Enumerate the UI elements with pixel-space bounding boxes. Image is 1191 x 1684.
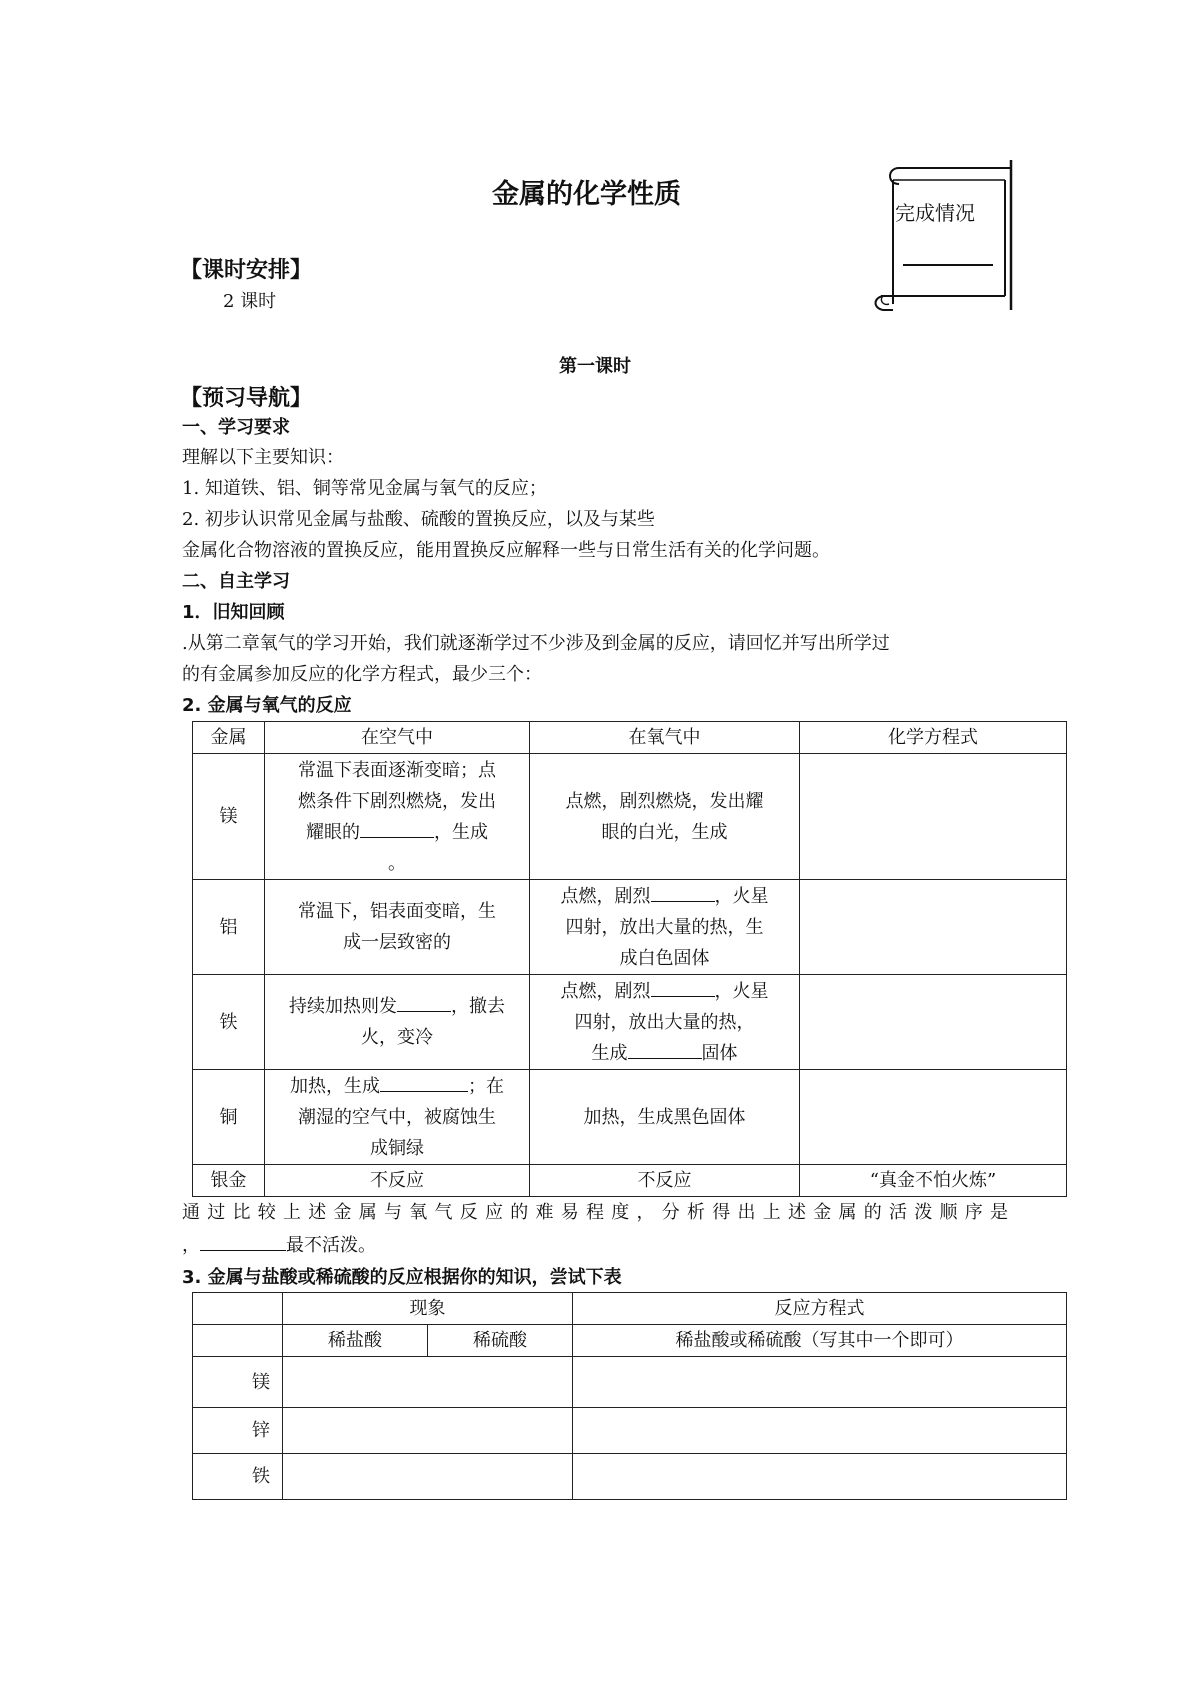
- metal-cell: 铁: [193, 1454, 283, 1500]
- review-line-2: 的有金属参加反应的化学方程式，最少三个：: [182, 664, 542, 685]
- cell-text: 点燃，剧烈: [560, 980, 651, 1002]
- answer-blank[interactable]: [628, 1040, 702, 1059]
- compare-comma: ，: [182, 1235, 200, 1256]
- cell-line: 眼的白光，生成: [601, 821, 728, 843]
- answer-blank[interactable]: [380, 1073, 468, 1092]
- phenomena-cell[interactable]: [283, 1357, 573, 1408]
- table-header-row: [193, 722, 1067, 754]
- cell-text: ；在: [468, 1075, 504, 1097]
- page-title: 金属的化学性质: [492, 179, 681, 210]
- cell-text: 加热，生成: [290, 1075, 380, 1097]
- col-header-air: 在空气中: [265, 722, 530, 754]
- requirement-1: 1. 知道铁、铝、铜等常见金属与氧气的反应；: [182, 478, 547, 499]
- review-heading: 1．旧知回顾: [182, 602, 285, 623]
- requirement-2b: 金属化合物溶液的置换反应，能用置换反应解释一些与日常生活有关的化学问题。: [182, 540, 830, 561]
- self-study-heading: 二、自主学习: [182, 571, 290, 592]
- col-header-equation: 反应方程式: [573, 1293, 1067, 1325]
- col-header-equation: 化学方程式: [800, 722, 1067, 754]
- compare-text: 最不活泼。: [286, 1235, 376, 1256]
- air-cell: [265, 975, 530, 1070]
- table-row: [193, 754, 1067, 880]
- air-cell: [265, 1070, 530, 1165]
- table-row: [193, 1357, 1067, 1408]
- cell-line: 四射，放出大量的热，生: [565, 916, 764, 938]
- col-header-h2so4: 稀硫酸: [428, 1325, 573, 1357]
- oxygen-reaction-table: [192, 721, 1067, 1197]
- metal-cell: 铜: [193, 1070, 265, 1165]
- table-row: [193, 1070, 1067, 1165]
- cell-line: 成铜绿: [370, 1137, 424, 1159]
- col-header-phenomena: 现象: [283, 1293, 573, 1325]
- review-line-1: .从第二章氧气的学习开始，我们就逐渐学过不少涉及到金属的反应，请回忆并写出所学过: [182, 633, 890, 654]
- oxygen-heading: 2. 金属与氧气的反应: [182, 695, 352, 716]
- metal-cell: 银金: [193, 1165, 265, 1197]
- phenomena-cell[interactable]: [283, 1408, 573, 1454]
- equation-cell[interactable]: [800, 880, 1067, 975]
- oxygen-cell: [530, 754, 800, 880]
- cell-text: 耀眼的: [306, 821, 360, 843]
- answer-blank[interactable]: [200, 1232, 286, 1251]
- requirements-heading: 一、学习要求: [182, 417, 290, 438]
- answer-blank[interactable]: [360, 819, 434, 838]
- cell-line: [273, 1071, 521, 1102]
- cell-text: 持续加热则发: [289, 996, 397, 1017]
- requirement-2a: 2. 初步认识常见金属与盐酸、硫酸的置换反应，以及与某些: [182, 509, 655, 530]
- col-header-metal: 金属: [193, 722, 265, 754]
- table-row: [193, 1165, 1067, 1197]
- phenomena-cell[interactable]: [283, 1454, 573, 1500]
- equation-cell: “真金不怕火炼”: [800, 1165, 1067, 1197]
- cell-text: 固体: [701, 1042, 738, 1064]
- equation-cell[interactable]: [573, 1408, 1067, 1454]
- schedule-value: 2 课时: [223, 291, 277, 312]
- answer-blank[interactable]: [651, 978, 715, 997]
- oxygen-cell: 加热，生成黑色固体: [530, 1070, 800, 1165]
- metal-cell: 镁: [193, 754, 265, 880]
- table-row: [193, 975, 1067, 1070]
- equation-cell[interactable]: [573, 1454, 1067, 1500]
- cell-line: 。: [388, 852, 406, 874]
- col-header-hcl: 稀盐酸: [283, 1325, 428, 1357]
- compare-line-1: 通过比较上述金属与氧气反应的难易程度，分析得出上述金属的活泼顺序是: [182, 1202, 1008, 1223]
- metal-cell: 铁: [193, 975, 265, 1070]
- equation-cell[interactable]: [800, 754, 1067, 880]
- schedule-heading: 【课时安排】: [180, 258, 313, 283]
- preview-heading: 【预习导航】: [180, 386, 313, 411]
- corner-cell: [193, 1293, 283, 1325]
- cell-text: ，火星: [714, 885, 769, 907]
- cell-line: 四射，放出大量的热，: [574, 1011, 755, 1033]
- cell-line: [273, 817, 521, 848]
- lesson-title: 第一课时: [559, 356, 631, 377]
- acid-heading: 3. 金属与盐酸或稀硫酸的反应根据你的知识，尝试下表: [182, 1267, 622, 1288]
- requirements-intro: 理解以下主要知识：: [182, 447, 344, 468]
- oxygen-cell: [530, 975, 800, 1070]
- cell-line: 火，变冷: [361, 1027, 433, 1048]
- acid-reaction-table: [192, 1292, 1067, 1500]
- metal-cell: 锌: [193, 1408, 283, 1454]
- table-row: [193, 1408, 1067, 1454]
- cell-line: 点燃，剧烈燃烧，发出耀: [565, 790, 764, 812]
- cell-line: [538, 1038, 791, 1069]
- completion-badge: [871, 160, 1019, 312]
- answer-blank[interactable]: [397, 993, 451, 1012]
- metal-cell: 铝: [193, 880, 265, 975]
- equation-cell[interactable]: [800, 975, 1067, 1070]
- metal-cell: 镁: [193, 1357, 283, 1408]
- oxygen-cell: [530, 880, 800, 975]
- cell-line: 成一层致密的: [343, 932, 451, 953]
- cell-line: [538, 976, 791, 1007]
- table-header-row: [193, 1293, 1067, 1325]
- answer-blank[interactable]: [651, 883, 715, 902]
- cell-line: 潮湿的空气中，被腐蚀生: [298, 1106, 496, 1128]
- equation-cell[interactable]: [800, 1070, 1067, 1165]
- air-cell: [265, 880, 530, 975]
- col-header-equation-note: 稀盐酸或稀硫酸（写其中一个即可）: [573, 1325, 1067, 1357]
- cell-text: ，撤去: [451, 996, 505, 1017]
- table-row: [193, 880, 1067, 975]
- air-cell: [265, 754, 530, 880]
- oxygen-cell: 不反应: [530, 1165, 800, 1197]
- col-header-oxygen: 在氧气中: [530, 722, 800, 754]
- cell-line: 成白色固体: [619, 947, 710, 969]
- cell-line: 常温下表面逐渐变暗；点: [298, 759, 496, 781]
- cell-line: [273, 991, 521, 1022]
- corner-cell: [193, 1325, 283, 1357]
- compare-line-2: [182, 1231, 376, 1257]
- cell-text: ，火星: [714, 980, 769, 1002]
- cell-line: 常温下，铝表面变暗，生: [298, 901, 496, 922]
- cell-text: 生成: [591, 1042, 628, 1064]
- table-subheader-row: [193, 1325, 1067, 1357]
- cell-line: 燃条件下剧烈燃烧，发出: [298, 790, 496, 812]
- scroll-icon: [871, 160, 1019, 312]
- cell-line: [538, 881, 791, 912]
- table-row: [193, 1454, 1067, 1500]
- cell-text: ，生成: [434, 821, 488, 843]
- equation-cell[interactable]: [573, 1357, 1067, 1408]
- completion-label: 完成情况: [895, 201, 975, 225]
- air-cell: 不反应: [265, 1165, 530, 1197]
- cell-text: 点燃，剧烈: [560, 885, 651, 907]
